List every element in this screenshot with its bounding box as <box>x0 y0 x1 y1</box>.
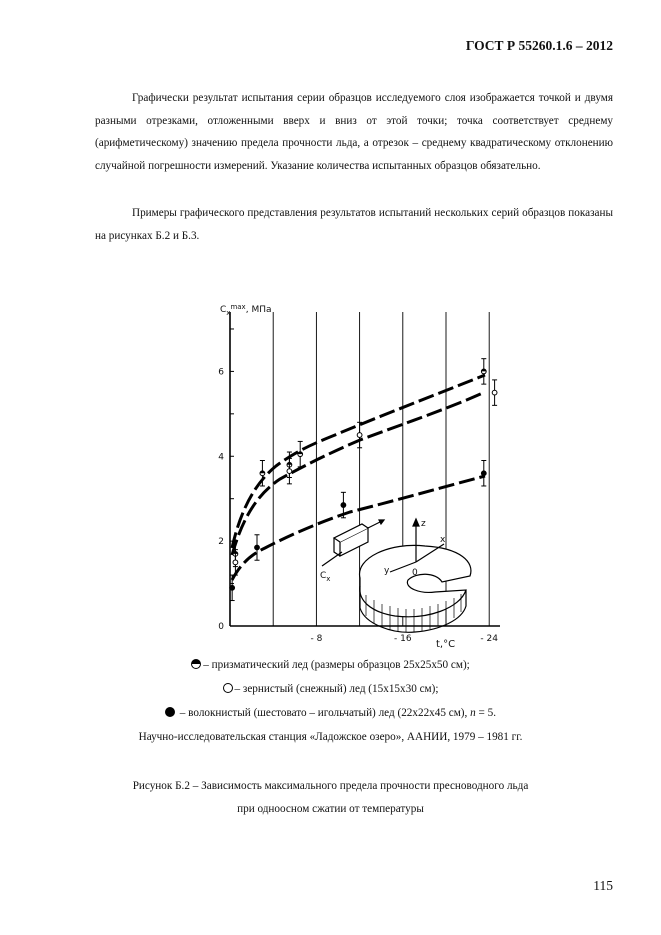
paragraph-1: Графически результат испытания серии образцов исследуемого слоя изображается точкой и двумя разными отрезками, отложенными вверх и вниз от этой точки; точка соответствует среднему (арифметическому) значению предела прочности льда, а отрезок – среднему квадратическому отклонению случайной погрешности измерений. Указание количества испытанных образцов обязательно. <box>95 92 613 172</box>
x-tick-label: - 8 <box>310 634 323 644</box>
data-point-full <box>230 585 235 590</box>
half-filled-circle-icon <box>191 659 201 669</box>
data-point-empty <box>357 433 362 438</box>
y-tick-label: 2 <box>218 537 224 548</box>
figure-source: Научно-исследовательская станция «Ладожское озеро», ААНИИ, 1979 – 1981 гг. <box>138 731 523 743</box>
data-point-empty <box>492 390 497 395</box>
data-point-full <box>255 545 260 550</box>
x-tick-label: - 16 <box>394 634 412 644</box>
standard-header: ГОСТ Р 55260.1.6 – 2012 <box>465 38 613 53</box>
y-tick-labels <box>218 367 224 632</box>
x-tick-labels <box>310 634 498 644</box>
figure-chart <box>170 290 510 650</box>
figure-caption-line-1: Рисунок Б.2 – Зависимость максимального предела прочности пресноводного льда <box>132 780 529 792</box>
y-axis-label: $C_x^{max}$, МПа <box>220 303 272 317</box>
data-point-full <box>341 503 346 508</box>
inset-z-label: z <box>421 519 426 529</box>
inset-origin-label: 0 <box>412 568 418 578</box>
y-tick-label: 4 <box>218 452 224 463</box>
data-point-empty <box>233 560 238 565</box>
inset-x-label: x <box>440 535 446 545</box>
inset-cx-label: $C_x$ <box>320 571 331 583</box>
page-number: 115 <box>593 878 613 893</box>
figure-caption-line-2: при одноосном сжатии от температуры <box>237 803 424 815</box>
inset-specimen-drawing <box>322 519 471 632</box>
data-point-empty <box>287 469 292 474</box>
empty-circle-icon <box>223 683 233 693</box>
legend-granular: – зернистый (снежный) лед (15х15х30 см); <box>0 683 661 695</box>
legend-prismatic: – призматический лед (размеры образцов 25х25х50 см); <box>0 659 661 671</box>
y-tick-label: 6 <box>218 367 224 378</box>
data-point-full <box>481 471 486 476</box>
curve-prismatic <box>232 375 485 548</box>
paragraph-2: Примеры графического представления результатов испытаний нескольких серий образцов показаны на рисунках Б.2 и Б.3. <box>95 207 613 242</box>
inset-y-label: y <box>384 566 390 576</box>
filled-circle-icon <box>165 707 175 717</box>
x-tick-label: - 24 <box>480 634 498 644</box>
y-tick-label: 0 <box>218 622 224 632</box>
x-axis-label: t,°C <box>436 639 456 650</box>
legend-fibrous: – волокнистый (шестовато – игольчатый) лед (22х22х45 см), n = 5. <box>0 707 661 719</box>
